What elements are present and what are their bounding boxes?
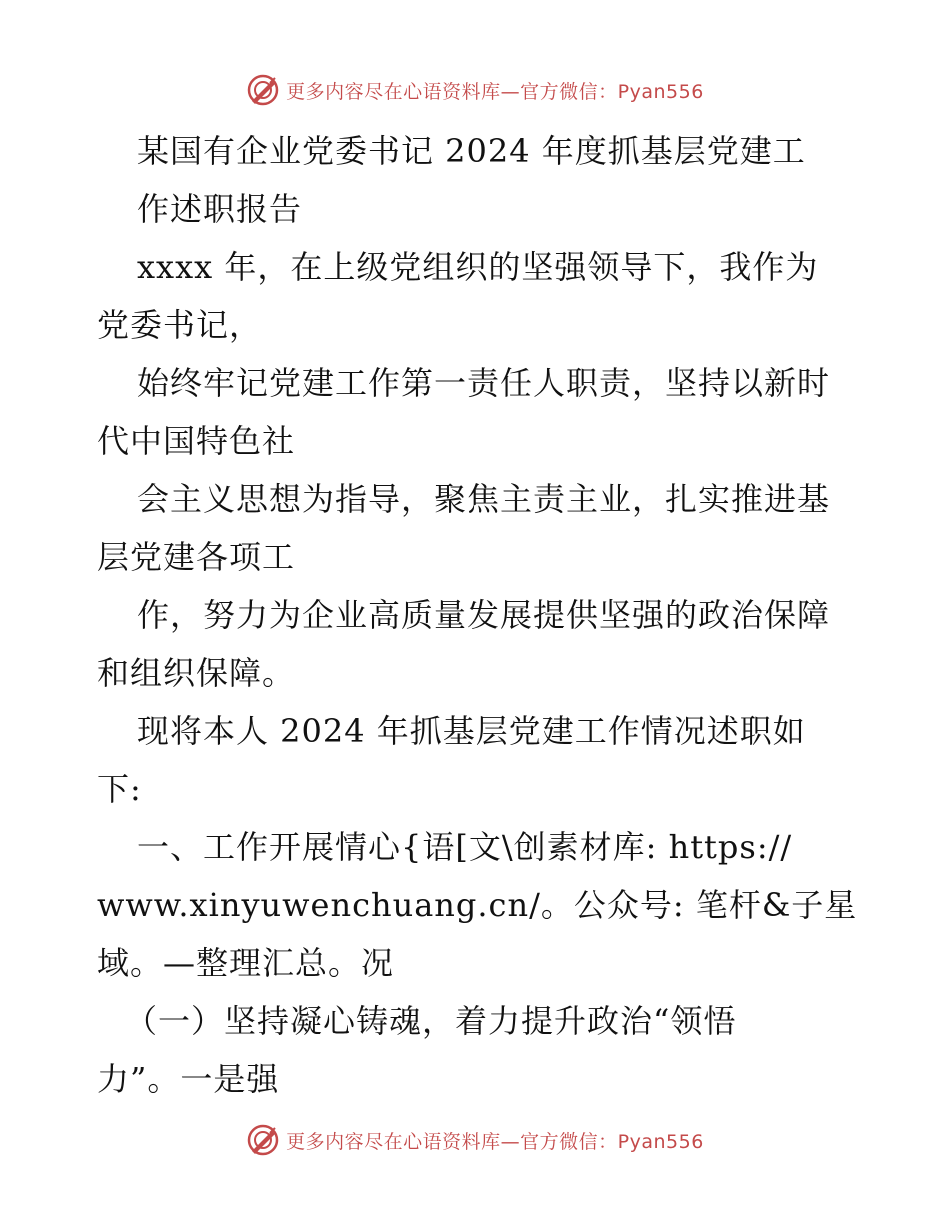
watermark-text: 更多内容尽在心语资料库—官方微信：Pyan556 [286,80,704,103]
doc-line: 现将本人 2024 年抓基层党建工作情况述职如 [137,712,806,750]
doc-line: 域。—整理汇总。况 [97,944,395,982]
doc-title-line-1: 某国有企业党委书记 2024 年度抓基层党建工 [137,132,806,170]
doc-line: xxxx 年，在上级党组织的坚强领导下，我作为 [137,248,819,286]
doc-line: 和组织保障。 [97,654,296,692]
doc-line: 党委书记， [97,306,263,344]
document-body [97,122,857,1108]
doc-line: 力”。一是强 [97,1060,280,1098]
watermark-text: 更多内容尽在心语资料库—官方微信：Pyan556 [286,1130,704,1153]
pen-logo-icon [246,73,280,107]
doc-line: 代中国特色社 [97,422,296,460]
watermark-banner-bottom [0,1120,950,1160]
doc-line: 会主义思想为指导，聚焦主责主业，扎实推进基 [137,480,831,518]
pen-logo-icon [246,1123,280,1157]
doc-line: 始终牢记党建工作第一责任人职责，坚持以新时 [137,364,831,402]
doc-line: 作，努力为企业高质量发展提供坚强的政治保障 [137,596,831,634]
doc-line: 层党建各项工 [97,538,296,576]
watermark-banner-top [0,70,950,110]
doc-line: 下: [97,770,142,808]
subsection-heading-line: （一）坚持凝心铸魂，着力提升政治“领悟 [125,1002,737,1040]
doc-line: www.xinyuwenchuang.cn/。公众号: 笔杆&子星 [97,886,858,924]
section-heading-line: 一、工作开展情心{语[文\创素材库: https:// [137,828,793,866]
doc-title-line-2: 作述职报告 [137,190,303,228]
